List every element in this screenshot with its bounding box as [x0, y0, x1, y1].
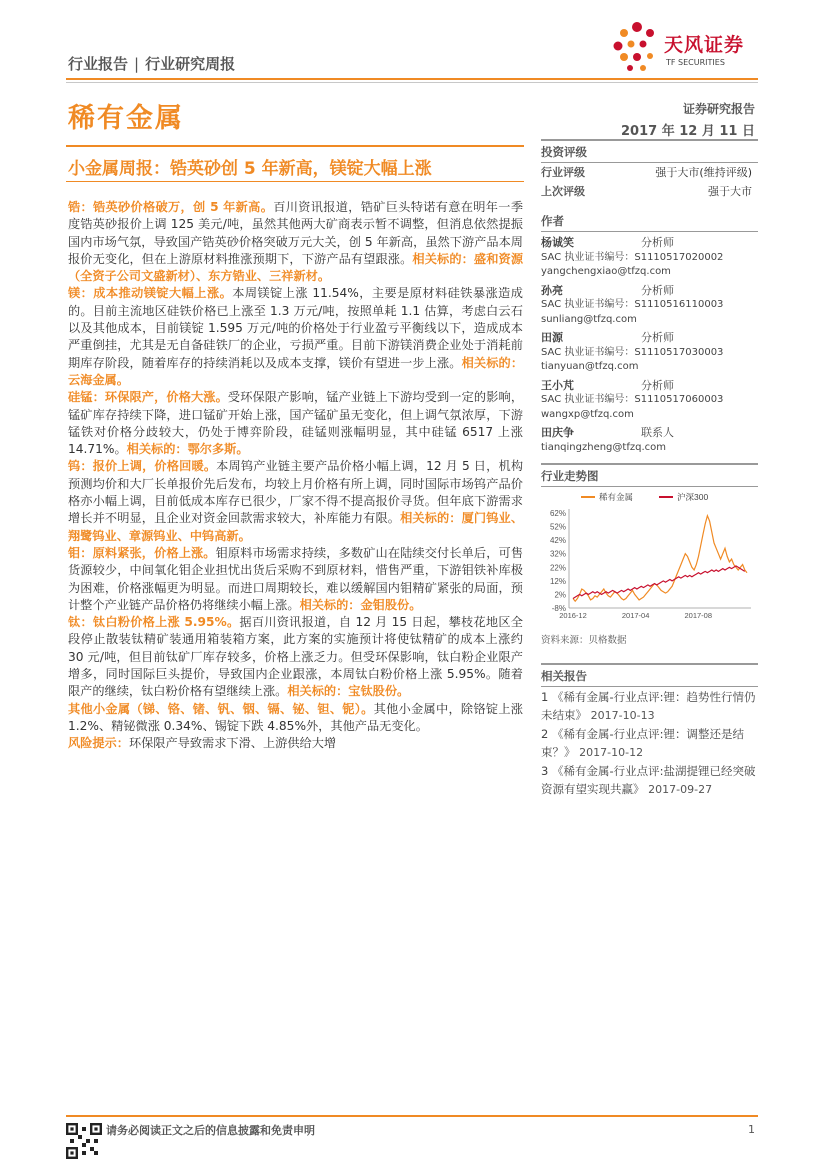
legend-label: 稀有金属: [599, 492, 634, 502]
rating-row: [541, 182, 758, 201]
report-category: [68, 53, 235, 74]
author-sac: SAC 执业证书编号：S1110517030003: [541, 346, 724, 358]
related-report[interactable]: [541, 689, 758, 724]
highlight-text: 镁：成本推动镁锭大幅上涨。: [68, 286, 233, 301]
highlight-text: 钨：报价上调，价格回暖。: [68, 459, 217, 474]
body-text: 本周镁锭上涨 11.54%，主要是原材料硅铁暴涨造成的。目前主流地区硅铁价格已上涨至 1.3 万元/吨，按照单耗 1.1 估算，考虑白云石以及其他成本，目前镁锭 1.595 万元/吨的价格处于行业盈亏平衡线以下，造成成本严重倒挂，尤其是无自备硅铁厂的企业，亏损严重。目前下游镁消费企业处于消耗前期库存阶段，随着库存的持续消耗以及成本支撑，镁价有望进一步上涨。: [68, 286, 523, 370]
author-email[interactable]: sunliang@tfzq.com: [541, 313, 637, 325]
series-line-csi300: [573, 566, 745, 599]
header-rule: [66, 78, 758, 80]
trend-section: [541, 463, 758, 487]
related-report-date: 2017-10-12: [579, 745, 644, 759]
report-type: 证券研究报告: [682, 102, 755, 116]
y-tick-label: 42%: [549, 536, 566, 546]
x-tick-label: 2017-08: [684, 611, 713, 620]
body-paragraph: [68, 614, 523, 700]
related-report[interactable]: [541, 763, 758, 798]
related-report-title: 1 《稀有金属-行业点评:锂：趋势性行情仍未结束》: [541, 690, 756, 722]
trend-heading: 行业走势图: [541, 463, 758, 487]
title-rule-top: [66, 145, 524, 147]
rating-heading: 投资评级: [541, 139, 758, 163]
trend-chart: [541, 485, 758, 630]
author-entry: [541, 236, 758, 280]
author-sac: SAC 执业证书编号：S1110517020002: [541, 251, 724, 263]
authors-section: [541, 213, 758, 455]
title-rule-bottom: [66, 181, 524, 182]
highlight-text: 其他小金属（锑、铬、锗、钒、铟、镉、铋、钽、铌）。: [68, 701, 374, 716]
chart-source: 资料来源：贝格数据: [541, 635, 627, 646]
related-report-title: 2 《稀有金属-行业点评:锂：调整还是结束？》: [541, 727, 744, 759]
legend-label: 沪深300: [677, 492, 709, 502]
author-list: [541, 236, 758, 455]
report-title: 小金属周报：锆英砂创 5 年新高，镁锭大幅上涨: [68, 159, 432, 179]
body-text: 其他小金属中，除铬锭上涨 1.2%、精铋微涨 0.34%、锡锭下跌 4.85%外，其他产品无变化。: [68, 701, 523, 733]
highlight-text: 相关标的：云海金属。: [68, 355, 524, 387]
body-paragraph: [68, 458, 523, 544]
body-text: 据百川资讯报道，自 12 月 15 日起，攀枝花地区全段停止散装钛精矿装通用箱装箱方案，此方案的实施预计将使钛精矿的成本上涨约 30 元/吨，但目前钛矿厂库存较多，价格上涨乏力。但受环保影响，钛白粉企业限产增多，同时国际巨头提价，导致国内企业跟涨，本周钛白粉价格上涨 5.95%。随着限产的继续，钛白粉价格有望继续上涨。: [68, 615, 523, 699]
author-name: 田庆争: [541, 426, 574, 439]
y-tick-label: 52%: [549, 522, 566, 532]
highlight-text: 风险提示：: [68, 736, 129, 751]
y-tick-label: 2%: [554, 590, 566, 600]
page-number: 1: [748, 1123, 755, 1136]
authors-heading: 作者: [541, 213, 758, 232]
author-email[interactable]: tianqingzheng@tfzq.com: [541, 441, 666, 453]
author-sac: SAC 执业证书编号：S1110517060003: [541, 394, 724, 405]
body-paragraph: [68, 199, 523, 285]
author-role: 分析师: [641, 331, 674, 344]
brand-mark-icon: [610, 20, 664, 74]
highlight-text: 硅锰：环保限产，价格大涨。: [68, 390, 228, 405]
subcategory-label: 行业研究周报: [145, 55, 236, 73]
author-entry: [541, 379, 758, 423]
author-role: 分析师: [641, 236, 674, 249]
author-role: 分析师: [641, 378, 674, 392]
report-date: 2017 年 12 月 11 日: [621, 124, 755, 139]
y-tick-label: 22%: [549, 563, 566, 573]
author-entry: [541, 426, 758, 455]
body-text: 本周钨产业链主要产品价格小幅上调，12 月 5 日，机构预测均价和大厂长单报价先后发布，均较上月价格有所上调，同时国际市场钨产品价格亦小幅上调，目前低成本库存已很少，厂家不得不提高报价寻货。但年底下游需求增长并不明显，且企业对资金回款需求较大，补库能力有限。: [68, 459, 524, 526]
x-tick-label: 2016-12: [559, 611, 587, 620]
related-section: [541, 663, 758, 798]
rating-key: 行业评级: [541, 166, 585, 179]
author-name: 王小芃: [541, 378, 574, 392]
footer-rule: [66, 1115, 758, 1117]
body-text: 受环保限产影响，锰产业链上下游均受到一定的影响，锰矿库存持续下降，进口锰矿开始上涨，国产锰矿虽无变化，但上调气氛浓厚，下游锰铁对价格分歧较大，仍处于博弈阶段，硅锰则涨幅明显，其中硅锰 6517 上涨 14.71%。: [68, 390, 524, 457]
footer-disclaimer: 请务必阅读正文之后的信息披露和免责申明: [106, 1124, 315, 1137]
y-tick-label: 62%: [549, 509, 566, 518]
body-paragraph: [68, 545, 523, 614]
author-entry: [541, 331, 758, 375]
header-rule-thin: [66, 82, 758, 83]
rating-row: [541, 163, 758, 182]
rating-value: 强于大市: [708, 185, 752, 198]
author-role: 联系人: [641, 426, 674, 439]
rating-key: 上次评级: [541, 185, 585, 198]
body-text: 环保限产导致需求下滑、上游供给大增: [128, 736, 337, 751]
x-tick-label: 2017-04: [621, 611, 650, 620]
related-report[interactable]: [541, 726, 758, 761]
related-report-date: 2017-09-27: [648, 782, 713, 796]
highlight-text: 相关标的：宝钛股份。: [287, 684, 410, 699]
body-paragraph: [68, 285, 523, 389]
body-paragraph: [68, 701, 523, 736]
y-tick-label: 12%: [549, 576, 566, 586]
rating-value: 强于大市(维持评级): [655, 166, 752, 179]
brand-logo: [610, 20, 760, 75]
series-line-rare-metals: [573, 516, 747, 602]
highlight-text: 相关标的：盛和资源（全资子公司文盛新材）、东方锆业、三祥新材。: [68, 251, 524, 284]
highlight-text: 相关标的：厦门钨业、翔鹭钨业、章源钨业、中钨高新。: [68, 511, 524, 543]
body-text: 百川资讯报道，锆矿巨头特诺有意在明年一季度锆英砂报价上调 125 美元/吨，虽然其他两大矿商表示暂不调整，但消息依然提振国内市场气氛，导致国产锆英砂价格突破万元大关，创 5 年新高，虽然下游产品本周报价无变化，但在上游原材料推涨预期下，下游产品有望跟涨。: [68, 200, 524, 266]
highlight-text: 钼：原料紧张，价格上涨。: [68, 545, 216, 560]
author-sac: SAC 执业证书编号：S1110516110003: [541, 299, 724, 310]
author-name: 孙亮: [541, 283, 563, 297]
highlight-text: 相关标的：金钼股份。: [299, 597, 422, 612]
related-report-date: 2017-10-13: [590, 708, 655, 722]
related-list: [541, 689, 758, 798]
sector-title: 稀有金属: [68, 103, 184, 134]
author-email[interactable]: yangchengxiao@tfzq.com: [541, 266, 671, 277]
brand-name: 天风证券: [664, 34, 745, 56]
report-body: [68, 199, 523, 753]
body-text: 钼原料市场需求持续，多数矿山在陆续交付长单后，可售货源较少，中间氧化钼企业担忧出货后采购不到原材料，惜售严重，下游钼铁补库极为困难，价格涨幅更为明显。而进口周期较长，难以缓解国内钼精矿紧张的局面，预计整个产业链产品价格仍将继续小幅上涨。: [68, 545, 524, 612]
y-tick-label: -8%: [551, 604, 566, 613]
highlight-text: 锆：锆英砂价格破万，创 5 年新高。: [68, 200, 274, 214]
author-entry: [541, 284, 758, 328]
brand-name-en: TF SECURITIES: [666, 58, 725, 67]
author-name: 田源: [541, 331, 563, 344]
category-label: 行业报告: [68, 55, 129, 73]
author-role: 分析师: [641, 283, 674, 297]
body-paragraph: [68, 735, 523, 752]
author-email[interactable]: wangxp@tfzq.com: [541, 408, 634, 420]
highlight-text: 相关标的：鄂尔多斯。: [126, 442, 249, 457]
highlight-text: 钛：钛白粉价格上涨 5.95%。: [68, 615, 240, 630]
qr-code-icon: [66, 1123, 102, 1159]
category-separator: |: [134, 55, 140, 73]
author-name: 杨诚笑: [541, 236, 574, 249]
related-heading: 相关报告: [541, 663, 758, 687]
related-report-title: 3 《稀有金属-行业点评:盐湖提锂已经突破 资源有望实现共赢》: [541, 764, 756, 796]
y-tick-label: 32%: [549, 549, 566, 559]
body-paragraph: [68, 389, 523, 458]
rating-section: [541, 139, 758, 201]
author-email[interactable]: tianyuan@tfzq.com: [541, 361, 639, 372]
